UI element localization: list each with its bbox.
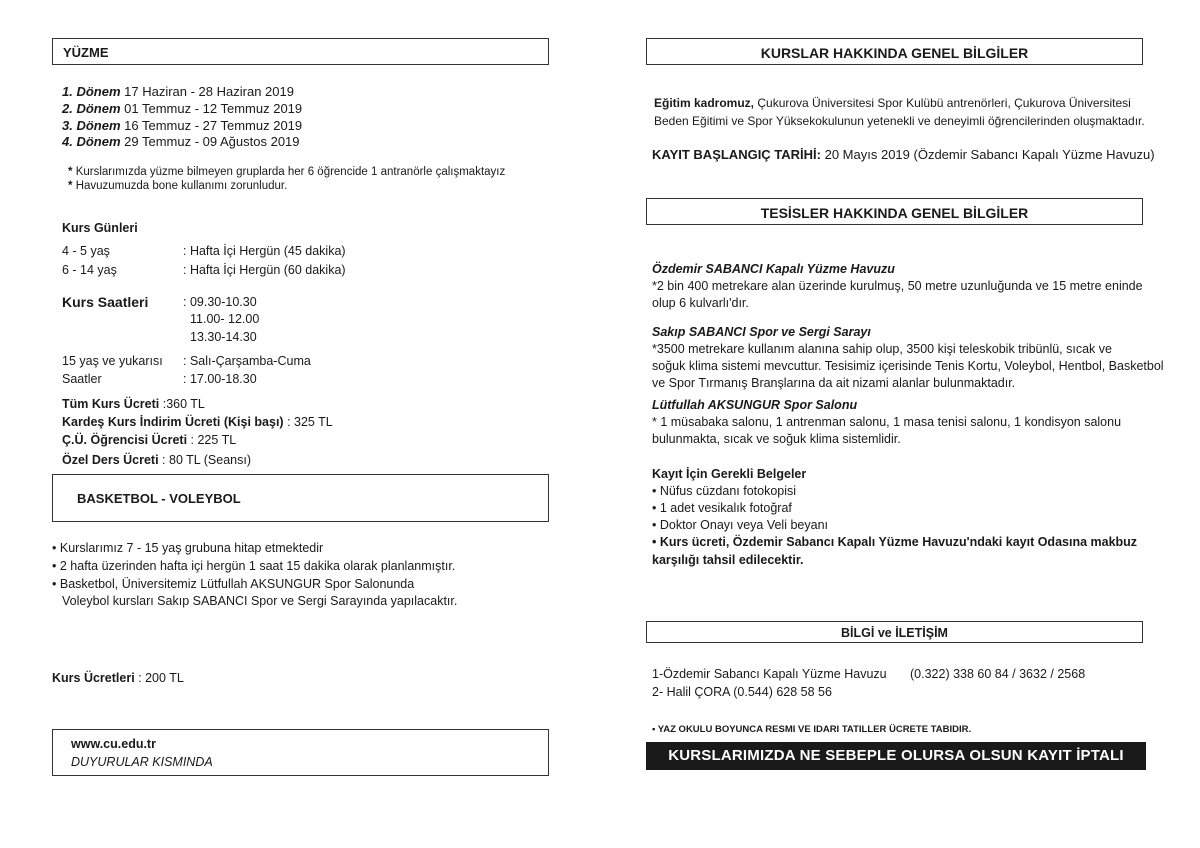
swim-note: * Kurslarımızda yüzme bilmeyen gruplarda her 6 öğrencide 1 antranörle çalışmaktayız <box>68 166 506 178</box>
announcements-label: DUYURULAR KISMINDA <box>71 755 213 769</box>
fee-value: : 325 TL <box>283 415 333 429</box>
contact-1-phone: (0.322) 338 60 84 / 3632 / 2568 <box>910 667 1086 681</box>
fee-label: Ç.Ü. Öğrencisi Ücreti <box>62 433 188 447</box>
facility-line: soğuk klima sistemi mevcuttur. Tesisimiz içerisinde Tenis Kortu, Voleybol, Hentbol, Basketbol <box>652 359 1164 373</box>
general-info-title: KURSLAR HAKKINDA GENEL BİLGİLER <box>760 45 1029 61</box>
fee-row <box>62 397 205 411</box>
term-dates: 29 Temmuz - 09 Ağustos 2019 <box>124 134 300 149</box>
contact-box <box>646 621 1143 643</box>
document-item: • 1 adet vesikalık fotoğraf <box>652 501 792 515</box>
facility-line: *3500 metrekare kullanım alanına sahip olup, 3500 kişi teleskobik tribünlü, sıcak ve <box>652 342 1112 356</box>
term-item <box>62 134 300 149</box>
basket-point-continued: Voleybol kursları Sakıp SABANCI Spor ve Sergi Sarayında yapılacaktır. <box>62 594 458 608</box>
website-link[interactable]: www.cu.edu.tr <box>71 737 156 751</box>
payment-note: • Kurs ücreti, Özdemir Sabancı Kapalı Yüzme Havuzu'ndaki kayıt Odasına makbuz <box>652 535 1138 549</box>
basket-title: BASKETBOL - VOLEYBOL <box>77 491 241 506</box>
day-age: 6 - 14 yaş <box>62 263 117 277</box>
facility-line: *2 bin 400 metrekare alan üzerinde kurulmuş, 50 metre uzunluğunda ve 15 metre eninde <box>652 279 1143 293</box>
facilities-title: TESİSLER HAKKINDA GENEL BİLGİLER <box>760 205 1029 221</box>
basket-header-box <box>52 474 549 522</box>
contact-title: BİLGİ ve İLETİŞİM <box>841 626 948 640</box>
holiday-note: • YAZ OKULU BOYUNCA RESMI VE IDARI TATILLER ÜCRETE TABIDIR. <box>652 724 972 735</box>
facility-name: Özdemir SABANCI Kapalı Yüzme Havuzu <box>652 262 895 276</box>
facility-name: Sakıp SABANCI Spor ve Sergi Sarayı <box>652 325 871 339</box>
contact-1-name: 1-Özdemir Sabancı Kapalı Yüzme Havuzu <box>652 667 887 681</box>
adult-hours-label: Saatler <box>62 372 102 386</box>
term-dates: 17 Haziran - 28 Haziran 2019 <box>124 84 294 99</box>
facilities-box <box>646 198 1143 225</box>
fee-value: :360 TL <box>159 397 205 411</box>
fee-value: : 80 TL (Seansı) <box>158 453 251 467</box>
course-hours-title: Kurs Saatleri <box>62 294 149 310</box>
term-dates: 01 Temmuz - 12 Temmuz 2019 <box>124 101 303 116</box>
facility-line: * 1 müsabaka salonu, 1 antrenman salonu, 1 masa tenisi salonu, 1 kondisyon salonu <box>652 415 1122 429</box>
website-box <box>52 729 549 776</box>
basket-point: • 2 hafta üzerinden hafta içi hergün 1 saat 15 dakika olarak planlanmıştır. <box>52 559 456 573</box>
swim-title: YÜZME <box>63 45 109 60</box>
contact-2: 2- Halil ÇORA (0.544) 628 58 56 <box>652 685 832 699</box>
basket-point: • Basketbol, Üniversitemiz Lütfullah AKSUNGUR Spor Salonunda <box>52 577 415 591</box>
hour-slot: : 09.30-10.30 <box>183 295 257 309</box>
swim-note: * Havuzumuzda bone kullanımı zorunludur. <box>68 180 288 192</box>
documents-title: Kayıt İçin Gerekli Belgeler <box>652 467 807 481</box>
term-label: 1. Dönem <box>62 84 121 99</box>
registration-value: 20 Mayıs 2019 (Özdemir Sabancı Kapalı Yüzme Havuzu) <box>821 147 1155 162</box>
hour-slot: 13.30-14.30 <box>190 330 257 344</box>
term-dates: 16 Temmuz - 27 Temmuz 2019 <box>124 118 303 133</box>
registration-label: KAYIT BAŞLANGIÇ TARİHİ: <box>652 147 821 162</box>
staff-label: Eğitim kadromuz, <box>654 96 755 110</box>
term-label: 4. Dönem <box>62 134 121 149</box>
cancel-policy-banner: KURSLARIMIZDA NE SEBEPLE OLURSA OLSUN KAYIT İPTALI YAPILAMAZ. <box>646 742 1146 770</box>
adult-hours: : 17.00-18.30 <box>183 372 257 386</box>
facility-line: bulunmakta, sıcak ve soğuk klima sistemlidir. <box>652 432 901 446</box>
fee-row <box>62 453 251 467</box>
fee-label: Kardeş Kurs İndirim Ücreti (Kişi başı) <box>62 415 284 429</box>
term-item <box>62 101 302 116</box>
course-days-title: Kurs Günleri <box>62 221 138 235</box>
facility-name: Lütfullah AKSUNGUR Spor Salonu <box>652 398 858 412</box>
staff-info-line2: Beden Eğitimi ve Spor Yüksekokulunun yetenekli ve deneyimli öğrencilerinden oluşmaktadır. <box>654 114 1145 128</box>
hour-slot: 11.00- 12.00 <box>190 312 260 326</box>
basket-point: • Kurslarımız 7 - 15 yaş grubuna hitap etmektedir <box>52 541 324 555</box>
fee-label: Özel Ders Ücreti <box>62 453 159 467</box>
fee-value: : 225 TL <box>187 433 237 447</box>
term-item <box>62 84 294 99</box>
registration-date <box>652 147 1155 162</box>
swim-header-box <box>52 38 549 65</box>
payment-note-line2: karşılığı tahsil edilecektir. <box>652 553 804 567</box>
general-info-box <box>646 38 1143 65</box>
fee-label: Tüm Kurs Ücreti <box>62 397 160 411</box>
fee-row <box>62 415 333 429</box>
day-age: 4 - 5 yaş <box>62 244 110 258</box>
day-value: : Hafta İçi Hergün (45 dakika) <box>183 244 346 258</box>
adult-label: 15 yaş ve yukarısı <box>62 354 163 368</box>
fee-row <box>62 433 236 447</box>
term-label: 3. Dönem <box>62 118 121 133</box>
document-item: • Doktor Onayı veya Veli beyanı <box>652 518 828 532</box>
document-item: • Nüfus cüzdanı fotokopisi <box>652 484 797 498</box>
facility-line: olup 6 kulvarlı'dır. <box>652 296 749 310</box>
term-label: 2. Dönem <box>62 101 121 116</box>
day-value: : Hafta İçi Hergün (60 dakika) <box>183 263 346 277</box>
basket-fee: Kurs Ücretleri : 200 TL <box>52 671 184 685</box>
staff-info: Eğitim kadromuz, Çukurova Üniversitesi Spor Kulübü antrenörleri, Çukurova Üniversitesi <box>654 96 1131 110</box>
term-item <box>62 118 302 133</box>
facility-line: ve Spor Tırmanış Branşlarına da ait nizami alanlar bulunmaktadır. <box>652 376 1016 390</box>
adult-days: : Salı-Çarşamba-Cuma <box>183 354 311 368</box>
